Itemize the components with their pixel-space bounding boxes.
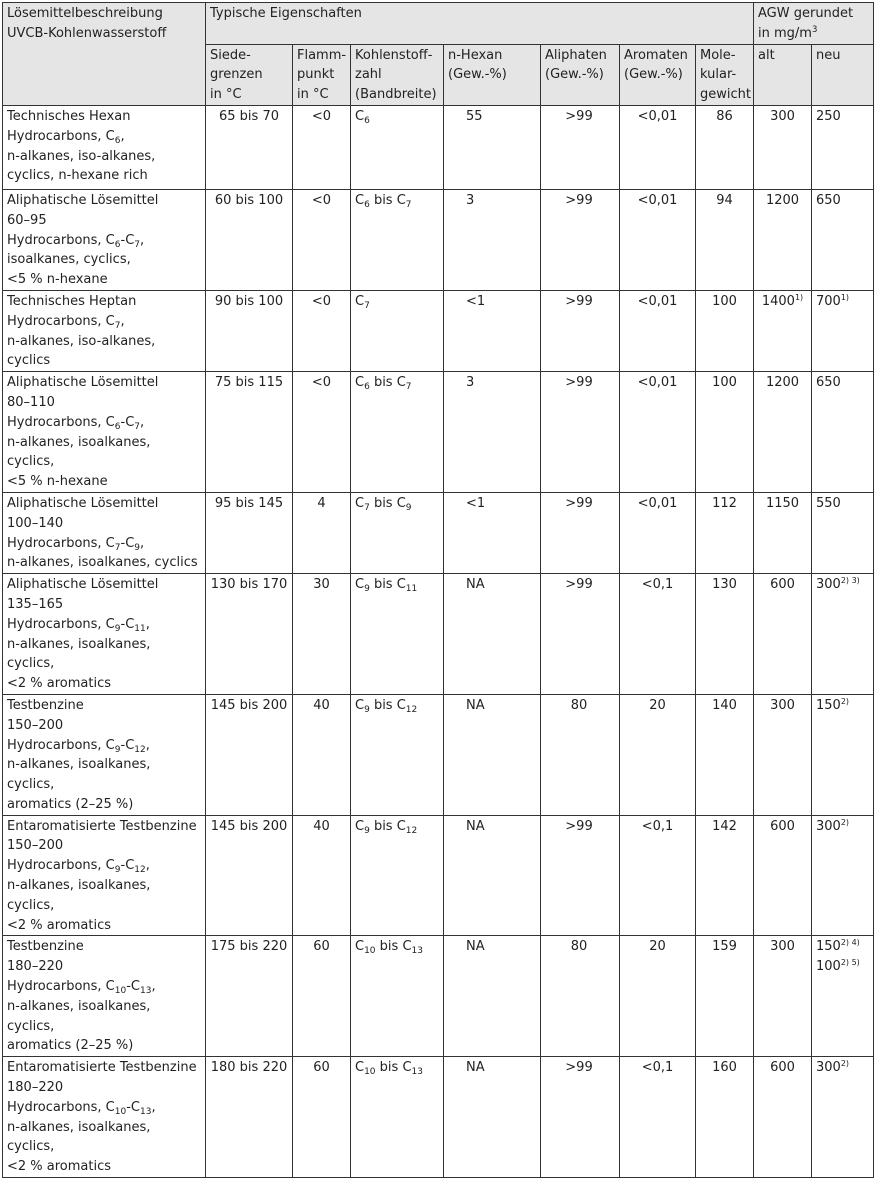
solvent-name: Aliphatische Lösemittel [7,192,159,208]
cell-kohlenstoffzahl: $C_{10}$ bis $C_{13}$ [351,936,444,1057]
cell-kohlenstoffzahl: $C_{10}$ bis $C_{13}$ [351,1057,444,1178]
solvent-detail-line: n-alkanes, iso-alkanes, [7,148,156,164]
cell-agw-neu: 700$^{1)}$ [812,290,874,371]
cell-flammpunkt: 40 [293,694,351,815]
solvent-detail-line: n-alkanes, isoalkanes, cyclics, [7,636,151,672]
cell-n-hexan: NA [444,694,541,815]
table-row [3,1057,874,1178]
cell-n-hexan: 3 [444,189,541,290]
cell-agw-neu: 150$^{2)}$ [812,694,874,815]
cell-n-hexan: NA [444,574,541,695]
cell-siedegrenzen: 90 bis 100 [206,290,293,371]
cell-siedegrenzen: 145 bis 200 [206,815,293,936]
header-description: Lösemittelbeschreibung UVCB-Kohlenwasserstoff [3,3,206,106]
cell-molekulargewicht: 159 [696,936,754,1057]
solvent-code: Hydrocarbons, $C_6$, [7,128,125,146]
cell-description [3,574,206,695]
cell-agw-alt: 300 [754,694,812,815]
solvent-detail-line: isoalkanes, cyclics, [7,252,131,268]
cell-molekulargewicht: 94 [696,189,754,290]
cell-agw-alt: 600 [754,574,812,695]
cell-description [3,694,206,815]
cell-siedegrenzen: 180 bis 220 [206,1057,293,1178]
cell-n-hexan: <1 [444,492,541,573]
cell-kohlenstoffzahl: $C_6$ bis $C_7$ [351,189,444,290]
solvent-code: Hydrocarbons, $C_7-C_9$, [7,535,145,553]
solvent-range: 100–140 [7,515,64,531]
table-row [3,492,874,573]
cell-aromaten: <0,1 [620,574,696,695]
solvent-code: Hydrocarbons, $C_{10}-C_{13}$, [7,979,156,997]
cell-flammpunkt: <0 [293,372,351,493]
cell-siedegrenzen: 65 bis 70 [206,105,293,189]
cell-agw-alt: 1200 [754,189,812,290]
solvent-name: Testbenzine [7,697,84,713]
cell-description [3,105,206,189]
cell-agw-alt: 1150 [754,492,812,573]
solvent-detail-line: <5 % n-hexane [7,474,108,490]
cell-agw-neu: $150^{2) 4)}$ $100^{2) 5)}$ [812,936,874,1057]
cell-n-hexan: NA [444,936,541,1057]
cell-aliphaten: >99 [541,1057,620,1178]
solvent-range: 150–200 [7,717,64,733]
solvent-code: Hydrocarbons, $C_{10}-C_{13}$, [7,1099,156,1117]
cell-flammpunkt: <0 [293,290,351,371]
solvent-code: Hydrocarbons, $C_9-C_{12}$, [7,737,150,755]
table-body [3,105,874,1177]
solvent-range: 80–110 [7,394,55,410]
cell-agw-alt: 300 [754,936,812,1057]
cell-molekulargewicht: 100 [696,290,754,371]
cell-n-hexan: NA [444,815,541,936]
solvent-detail-line: n-alkanes, isoalkanes, cyclics, [7,757,151,793]
cell-kohlenstoffzahl: $C_9$ bis $C_{11}$ [351,574,444,695]
header-agw: AGW gerundet in $mg/m^3$ [754,3,874,45]
solvent-range: 150–200 [7,838,64,854]
solvent-name: Technisches Heptan [7,293,137,309]
solvent-detail-line: <2 % aromatics [7,676,112,692]
cell-aromaten: <0,1 [620,815,696,936]
solvent-detail-line: n-alkanes, isoalkanes, cyclics [7,555,198,571]
cell-siedegrenzen: 60 bis 100 [206,189,293,290]
cell-n-hexan: <1 [444,290,541,371]
cell-aliphaten: 80 [541,694,620,815]
solvent-detail-line: n-alkanes, iso-alkanes, [7,333,156,349]
solvent-detail-line: <2 % aromatics [7,1159,112,1175]
cell-agw-neu: $300^{2) 3)}$ [812,574,874,695]
header-typical-properties: Typische Eigenschaften [206,3,754,45]
cell-flammpunkt: 60 [293,1057,351,1178]
cell-n-hexan: 3 [444,372,541,493]
cell-molekulargewicht: 130 [696,574,754,695]
cell-molekulargewicht: 140 [696,694,754,815]
cell-aliphaten: >99 [541,105,620,189]
cell-kohlenstoffzahl: $C_6$ bis $C_7$ [351,372,444,493]
solvent-detail-line: n-alkanes, isoalkanes, cyclics, [7,434,151,470]
table-row [3,290,874,371]
cell-aromaten: 20 [620,936,696,1057]
cell-aliphaten: >99 [541,189,620,290]
cell-siedegrenzen: 130 bis 170 [206,574,293,695]
cell-flammpunkt: 30 [293,574,351,695]
cell-description [3,492,206,573]
solvent-code: Hydrocarbons, $C_9-C_{12}$, [7,858,150,876]
solvent-name: Aliphatische Lösemittel [7,577,159,593]
solvent-detail-line: cyclics [7,353,51,369]
cell-description [3,936,206,1057]
cell-aliphaten: >99 [541,290,620,371]
solvent-range: 135–165 [7,596,64,612]
table-header [3,3,874,106]
cell-aromaten: <0,01 [620,372,696,493]
cell-agw-neu: 250 [812,105,874,189]
solvent-detail-line: <2 % aromatics [7,917,112,933]
header-aromaten: Aromaten (Gew.-%) [620,44,696,105]
solvent-range: 180–220 [7,959,64,975]
cell-description [3,1057,206,1178]
cell-molekulargewicht: 100 [696,372,754,493]
cell-aliphaten: >99 [541,574,620,695]
solvent-name: Aliphatische Lösemittel [7,495,159,511]
table-row [3,372,874,493]
solvent-name: Testbenzine [7,939,84,955]
cell-agw-alt: 1400$^{1)}$ [754,290,812,371]
cell-kohlenstoffzahl: $C_6$ [351,105,444,189]
solvent-code: Hydrocarbons, $C_6-C_7$, [7,232,145,250]
solvent-detail-line: aromatics (2–25 %) [7,796,134,812]
cell-description [3,189,206,290]
cell-agw-neu: 650 [812,372,874,493]
header-kohlenstoffzahl: Kohlenstoff- zahl (Bandbreite) [351,44,444,105]
solvent-detail-line: <5 % n-hexane [7,272,108,288]
cell-agw-alt: 600 [754,815,812,936]
solvent-table [2,2,874,1178]
solvent-detail-line: n-alkanes, isoalkanes, cyclics, [7,878,151,913]
solvent-code: Hydrocarbons, $C_9-C_{11}$, [7,616,150,634]
solvent-range: 180–220 [7,1080,64,1096]
cell-n-hexan: NA [444,1057,541,1178]
table-row [3,694,874,815]
cell-molekulargewicht: 112 [696,492,754,573]
cell-kohlenstoffzahl: $C_7$ [351,290,444,371]
cell-aliphaten: >99 [541,492,620,573]
cell-agw-alt: 600 [754,1057,812,1178]
header-aliphaten: Aliphaten (Gew.-%) [541,44,620,105]
cell-aromaten: <0,01 [620,105,696,189]
cell-description [3,815,206,936]
cell-aromaten: <0,1 [620,1057,696,1178]
cell-siedegrenzen: 145 bis 200 [206,694,293,815]
solvent-name: Aliphatische Lösemittel [7,375,159,391]
cell-agw-alt: 300 [754,105,812,189]
cell-agw-neu: 300$^{2)}$ [812,815,874,936]
cell-aromaten: <0,01 [620,189,696,290]
solvent-detail-line: cyclics, n-hexane rich [7,168,148,184]
cell-kohlenstoffzahl: $C_7$ bis $C_9$ [351,492,444,573]
cell-flammpunkt: <0 [293,105,351,189]
cell-molekulargewicht: 86 [696,105,754,189]
solvent-code: Hydrocarbons, $C_7$, [7,313,125,331]
solvent-range: 60–95 [7,212,47,228]
cell-agw-neu: 300$^{2)}$ [812,1057,874,1178]
cell-siedegrenzen: 75 bis 115 [206,372,293,493]
cell-flammpunkt: 60 [293,936,351,1057]
cell-siedegrenzen: 95 bis 145 [206,492,293,573]
table-row [3,189,874,290]
table-row [3,936,874,1057]
solvent-detail-line: n-alkanes, isoalkanes, cyclics, [7,998,151,1034]
cell-flammpunkt: 40 [293,815,351,936]
header-molekulargewicht: Mole- kular- gewicht [696,44,754,105]
header-agw-alt: alt [754,44,812,105]
cell-molekulargewicht: 142 [696,815,754,936]
cell-aliphaten: >99 [541,372,620,493]
table-row [3,574,874,695]
cell-description [3,290,206,371]
solvent-detail-line: aromatics (2–25 %) [7,1038,134,1054]
solvent-name: Entaromatisierte Testbenzine [7,818,197,834]
header-flammpunkt: Flamm- punkt in °C [293,44,351,105]
cell-aromaten: <0,01 [620,492,696,573]
cell-flammpunkt: <0 [293,189,351,290]
cell-agw-alt: 1200 [754,372,812,493]
table-row [3,815,874,936]
cell-description [3,372,206,493]
header-agw-neu: neu [812,44,874,105]
cell-aliphaten: 80 [541,936,620,1057]
solvent-name: Technisches Hexan [7,108,131,124]
cell-kohlenstoffzahl: $C_9$ bis $C_{12}$ [351,694,444,815]
header-n-hexan: n-Hexan (Gew.-%) [444,44,541,105]
cell-aliphaten: >99 [541,815,620,936]
cell-aromaten: 20 [620,694,696,815]
solvent-code: Hydrocarbons, $C_6-C_7$, [7,414,145,432]
cell-agw-neu: 550 [812,492,874,573]
header-siedegrenzen: Siede- grenzen in °C [206,44,293,105]
cell-n-hexan: 55 [444,105,541,189]
cell-siedegrenzen: 175 bis 220 [206,936,293,1057]
solvent-name: Entaromatisierte Testbenzine [7,1060,197,1076]
cell-kohlenstoffzahl: $C_9$ bis $C_{12}$ [351,815,444,936]
table-row [3,105,874,189]
solvent-detail-line: n-alkanes, isoalkanes, cyclics, [7,1119,151,1155]
cell-agw-neu: 650 [812,189,874,290]
cell-aromaten: <0,01 [620,290,696,371]
cell-molekulargewicht: 160 [696,1057,754,1178]
cell-flammpunkt: 4 [293,492,351,573]
